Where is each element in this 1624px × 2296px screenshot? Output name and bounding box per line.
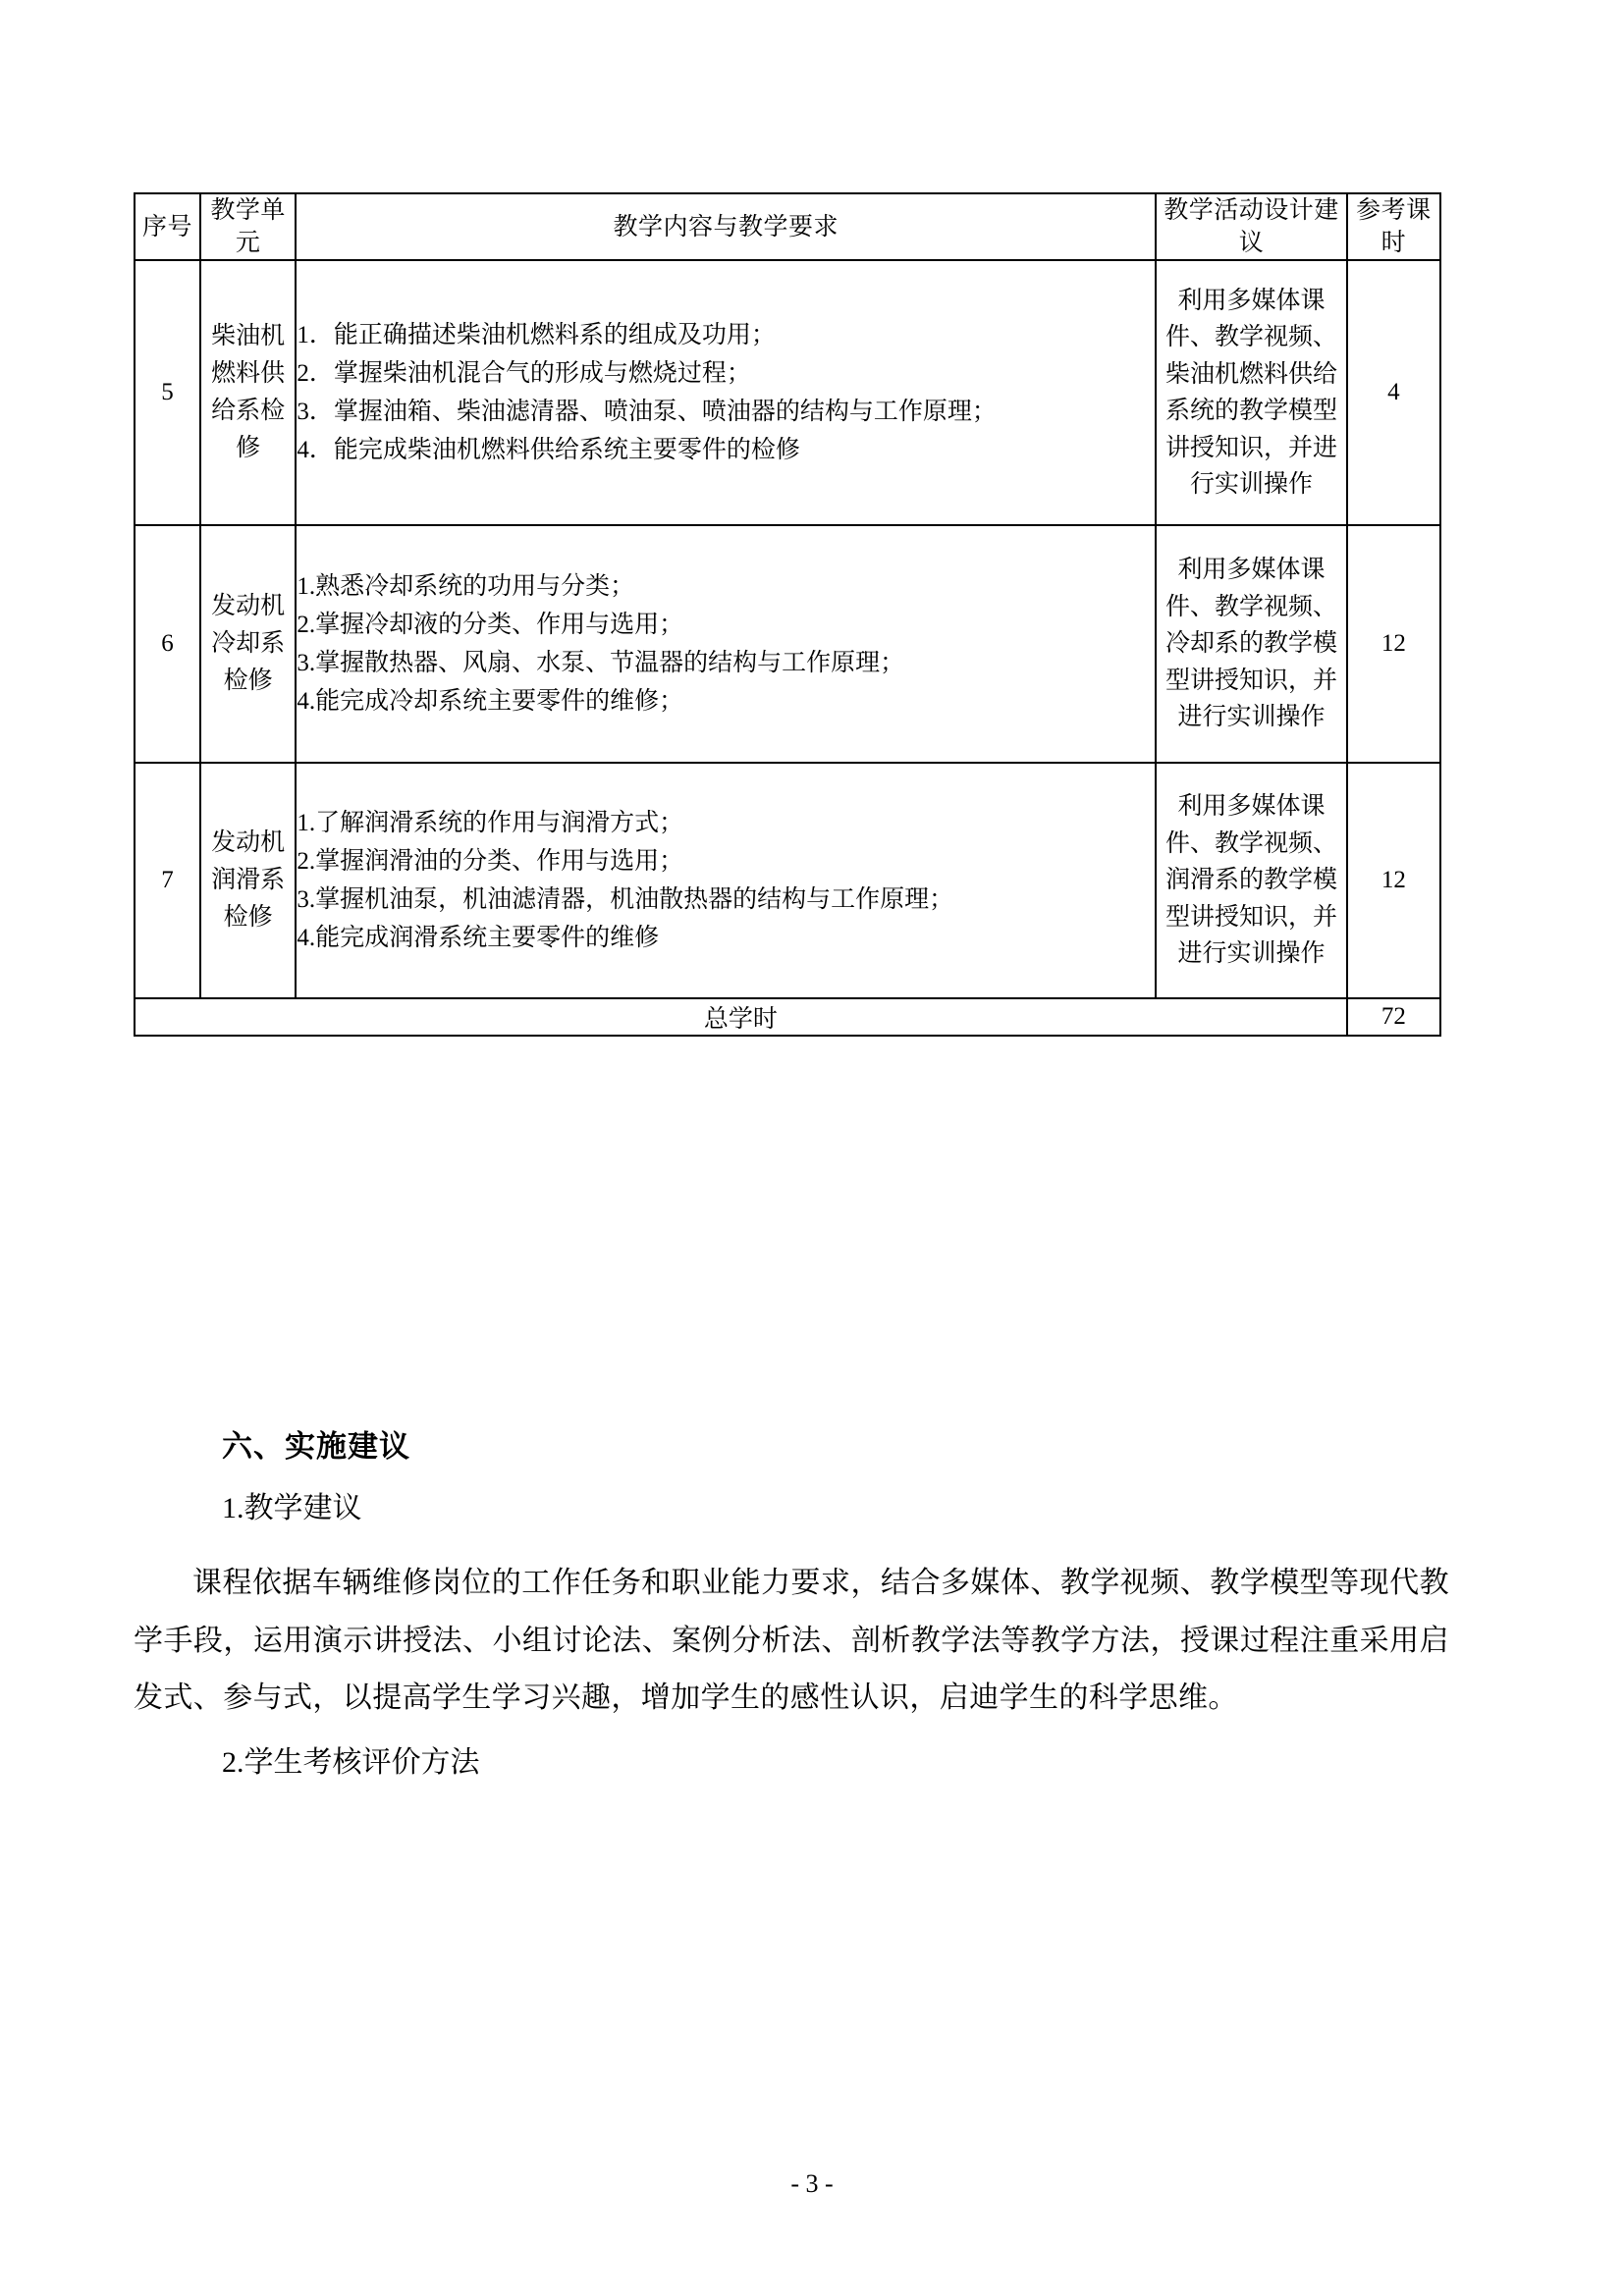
syllabus-table-container bbox=[134, 192, 1441, 1037]
header-unit: 教学单元 bbox=[200, 193, 296, 260]
row-activity: 利用多媒体课件、教学视频、润滑系的教学模型讲授知识，并进行实训操作 bbox=[1156, 763, 1347, 998]
header-no: 序号 bbox=[135, 193, 200, 260]
paragraph-teaching-suggestions: 课程依据车辆维修岗位的工作任务和职业能力要求，结合多媒体、教学视频、教学模型等现代教学手段，运用演示讲授法、小组讨论法、案例分析法、剖析教学法等教学方法，授课过程注重采用启发式、参与式，以提高学生学习兴趣，增加学生的感性认识，启迪学生的科学思维。 bbox=[134, 1567, 1449, 1715]
table-header-row bbox=[135, 193, 1440, 260]
content-line: 3.掌握散热器、风扇、水泵、节温器的结构与工作原理； bbox=[297, 650, 905, 676]
row-unit: 发动机润滑系检修 bbox=[200, 763, 296, 998]
row-hours: 12 bbox=[1347, 525, 1440, 763]
content-line: 1.了解润滑系统的作用与润滑方式； bbox=[297, 810, 684, 836]
header-content: 教学内容与教学要求 bbox=[296, 193, 1156, 260]
header-activity: 教学活动设计建议 bbox=[1156, 193, 1347, 260]
content-line: 4.能完成冷却系统主要零件的维修； bbox=[297, 688, 684, 715]
table-total-row bbox=[135, 998, 1440, 1036]
content-line: 3.掌握机油泵，机油滤清器，机油散热器的结构与工作原理； bbox=[297, 886, 954, 913]
page-number-footer: - 3 - bbox=[790, 2169, 834, 2198]
row-activity: 利用多媒体课件、教学视频、冷却系的教学模型讲授知识，并进行实训操作 bbox=[1156, 525, 1347, 763]
content-line: 2.掌握润滑油的分类、作用与选用； bbox=[297, 848, 684, 875]
sub-heading-assessment-methods: 2.学生考核评价方法 bbox=[222, 1745, 480, 1779]
total-hours: 72 bbox=[1347, 998, 1440, 1036]
content-line: 4．能完成柴油机燃料供给系统主要零件的检修 bbox=[297, 437, 800, 463]
table-row bbox=[135, 260, 1440, 525]
row-hours: 4 bbox=[1347, 260, 1440, 525]
content-line: 3．掌握油箱、柴油滤清器、喷油泵、喷油器的结构与工作原理； bbox=[297, 399, 997, 425]
row-unit: 发动机冷却系检修 bbox=[200, 525, 296, 763]
content-line: 1．能正确描述柴油机燃料系的组成及功用； bbox=[297, 322, 776, 348]
row-hours: 12 bbox=[1347, 763, 1440, 998]
total-label: 总学时 bbox=[135, 998, 1347, 1036]
row-number: 6 bbox=[135, 525, 200, 763]
row-unit: 柴油机燃料供给系检修 bbox=[200, 260, 296, 525]
content-line: 2．掌握柴油机混合气的形成与燃烧过程； bbox=[297, 360, 751, 387]
row-number: 7 bbox=[135, 763, 200, 998]
content-line: 4.能完成润滑系统主要零件的维修 bbox=[297, 925, 660, 951]
row-number: 5 bbox=[135, 260, 200, 525]
sub-heading-teaching-suggestions: 1.教学建议 bbox=[222, 1491, 362, 1524]
row-activity: 利用多媒体课件、教学视频、柴油机燃料供给系统的教学模型讲授知识，并进行实训操作 bbox=[1156, 260, 1347, 525]
content-line: 2.掌握冷却液的分类、作用与选用； bbox=[297, 612, 684, 638]
header-hours: 参考课时 bbox=[1347, 193, 1440, 260]
syllabus-table bbox=[134, 192, 1441, 1037]
body-text-container bbox=[134, 1425, 1449, 1784]
row-content bbox=[296, 260, 1156, 525]
row-content bbox=[296, 525, 1156, 763]
row-content bbox=[296, 763, 1156, 998]
table-row bbox=[135, 763, 1440, 998]
section-heading: 六、实施建议 bbox=[222, 1429, 410, 1464]
content-line: 1.熟悉冷却系统的功用与分类； bbox=[297, 573, 635, 600]
table-row bbox=[135, 525, 1440, 763]
